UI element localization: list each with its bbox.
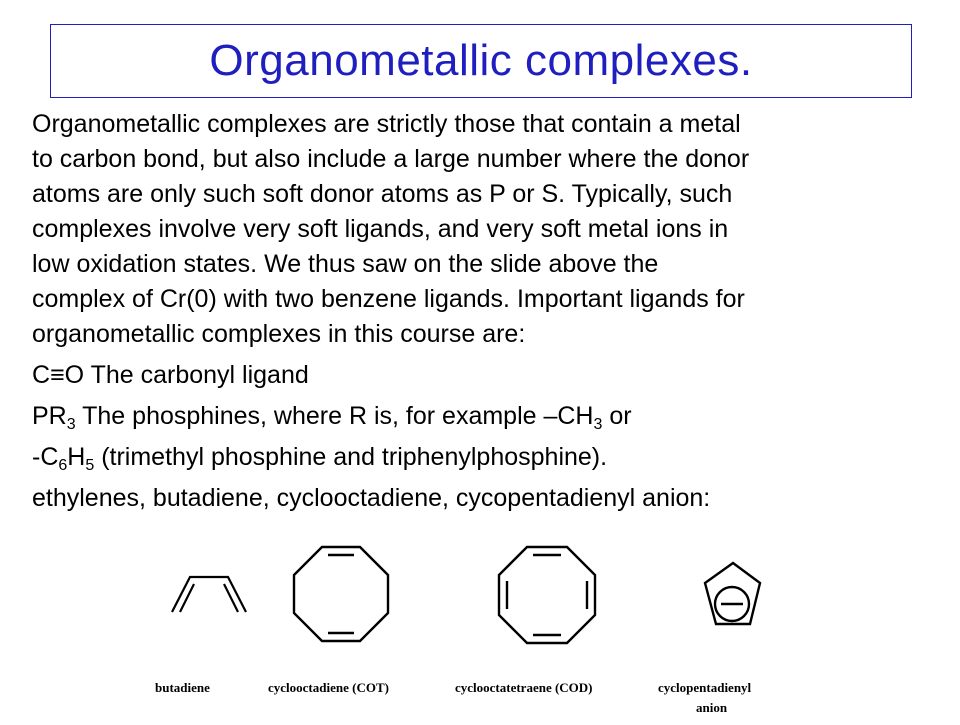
c-subscript: 6	[58, 457, 68, 474]
ch-subscript: 3	[593, 416, 603, 433]
ethylenes-text: ethylenes, butadiene, cyclooctadiene, cycopentadienyl anion:	[32, 484, 711, 512]
phosphine-desc: The phosphines, where R is, for example –CH	[75, 402, 594, 430]
intro-line: complexes involve very soft ligands, and very soft metal ions in	[32, 215, 729, 243]
cp-label-line2: anion	[696, 700, 728, 715]
intro-line: Organometallic complexes are strictly those that contain a metal	[32, 110, 741, 138]
slide-title-box	[50, 24, 912, 98]
intro-line: to carbon bond, but also include a large number where the donor	[32, 145, 750, 173]
h-subscript: 5	[85, 457, 95, 474]
slide-title: Organometallic complexes.	[209, 36, 753, 85]
pr-subscript: 3	[66, 416, 76, 433]
intro-line: atoms are only such soft donor atoms as P or S. Typically, such	[32, 180, 733, 208]
phenyl-line	[32, 440, 942, 475]
pr-text: PR	[32, 402, 67, 430]
cod-label: cyclooctatetraene (COD)	[455, 680, 593, 695]
cyclopentadienyl-structure	[705, 563, 760, 624]
ethylenes-line	[32, 481, 942, 516]
cp-label-line1: cyclopentadienyl	[658, 680, 752, 695]
h-text: H	[67, 443, 86, 471]
intro-line: complex of Cr(0) with two benzene ligands. Important ligands for	[32, 285, 745, 313]
butadiene-structure	[172, 577, 246, 612]
cyclooctatetraene-structure	[499, 547, 595, 643]
phosphine-line	[32, 399, 942, 434]
butadiene-label: butadiene	[155, 680, 210, 695]
intro-paragraph	[32, 107, 942, 352]
carbonyl-text: C≡O The carbonyl ligand	[32, 361, 309, 389]
intro-line: organometallic complexes in this course are:	[32, 320, 526, 348]
intro-line: low oxidation states. We thus saw on the slide above the	[32, 250, 659, 278]
slide-body	[32, 107, 942, 516]
phosphine-end: or	[602, 402, 632, 430]
ligand-structures	[0, 530, 960, 720]
phenyl-text	[32, 440, 942, 475]
cyclooctadiene-structure	[294, 547, 388, 641]
carbonyl-line	[32, 358, 942, 393]
phenyl-rest: (trimethyl phosphine and triphenylphosphine).	[94, 443, 608, 471]
phosphine-text	[32, 399, 942, 434]
c-prefix: -C	[32, 443, 59, 471]
cot-label: cyclooctadiene (COT)	[268, 680, 389, 695]
